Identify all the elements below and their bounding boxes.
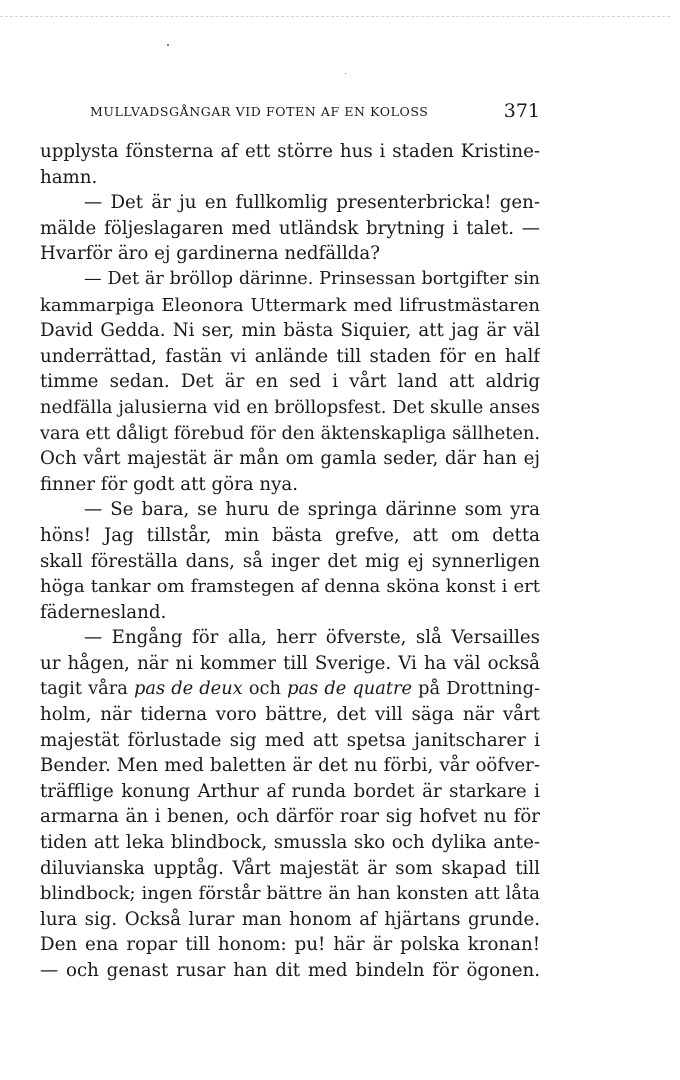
- text-line: vara ett dåligt förebud för den äktenskapliga sällheten.: [40, 422, 540, 444]
- text-line: nedfälla jalusierna vid en bröllopsfest. Det skulle anses: [40, 396, 540, 418]
- text-line: upplysta fönsterna af ett större hus i staden Kristine-: [40, 141, 540, 162]
- ink-speck: [167, 44, 169, 46]
- text-line: finner för godt att göra nya.: [40, 473, 299, 495]
- text-line: — och genast rusar han dit med bindeln för ögonen.: [40, 960, 540, 981]
- text-line: tiden att leka blindbock, smussla sko och dylika ante-: [40, 832, 540, 854]
- text-line: David Gedda. Ni ser, min bästa Siquier, att jag är väl: [40, 320, 540, 342]
- ink-speck: [345, 73, 346, 74]
- scan-edge-line: [0, 16, 670, 17]
- text-line: skall föreställa dans, så inger det mig ej synnerligen: [40, 550, 540, 572]
- text-line: höns! Jag tillstår, min bästa grefve, att om detta: [40, 524, 540, 546]
- text-line: kammarpiga Eleonora Uttermark med lifrustmästaren: [40, 294, 540, 316]
- text-line: diluvianska upptåg. Vårt majestät är som skapad till: [40, 857, 540, 879]
- text-line: underrättad, fastän vi anlände till staden för en half: [40, 345, 540, 367]
- text-line-italic: [40, 676, 540, 702]
- text-line: ur hågen, när ni kommer till Sverige. Vi ha väl också: [40, 652, 540, 674]
- body-text: [40, 139, 540, 984]
- text-line: mälde följeslagaren med utländsk brytning i talet. —: [40, 217, 540, 239]
- text-line: fädernesland.: [40, 601, 167, 623]
- text-line: Bender. Men med baletten är det nu förbi, vår oöfver-: [40, 755, 540, 777]
- text-line: Den ena ropar till honom: pu! här är polska kronan!: [40, 934, 540, 956]
- running-head: [90, 101, 540, 123]
- running-title: MULLVADSGÅNGAR VID FOTEN AF EN KOLOSS: [90, 104, 429, 119]
- text-line: — Se bara, se huru de springa därinne som yra: [84, 499, 540, 521]
- text-line: träfflige konung Arthur af runda bordet är starkare i: [40, 780, 540, 802]
- text-line: holm, när tiderna voro bättre, det vill säga när vårt: [40, 704, 540, 726]
- text-line: lura sig. Också lurar man honom af hjärtans grunde.: [40, 908, 540, 930]
- text-line: Hvarför äro ej gardinerna nedfällda?: [40, 243, 380, 265]
- text-line: höga tankar om framstegen af denna sköna konst i ert: [40, 576, 540, 598]
- italic-term: pas de deux: [134, 678, 243, 700]
- text-segment: tagit våra: [40, 678, 128, 700]
- text-segment: på Drottning-: [418, 678, 540, 700]
- text-line: armarna än i benen, och därför roar sig hofvet nu för: [40, 806, 540, 828]
- text-line: timme sedan. Det är en sed i vårt land att aldrig: [40, 371, 540, 393]
- text-line: blindbock; ingen förstår bättre än han konsten att låta: [40, 883, 540, 905]
- text-line: Och vårt majestät är mån om gamla seder, där han ej: [40, 448, 540, 470]
- text-line: hamn.: [40, 166, 98, 188]
- text-line: majestät förlustade sig med att spetsa janitscharer i: [40, 729, 540, 751]
- text-line: — Det är ju en fullkomlig presenterbricka! gen-: [84, 192, 540, 214]
- text-line: — Engång för alla, herr öfverste, slå Versailles: [84, 627, 540, 649]
- page-number: 371: [503, 100, 540, 122]
- text-segment: och: [248, 678, 281, 700]
- italic-term: pas de quatre: [287, 678, 412, 700]
- text-line: — Det är bröllop därinne. Prinsessan bortgifter sin: [84, 268, 540, 289]
